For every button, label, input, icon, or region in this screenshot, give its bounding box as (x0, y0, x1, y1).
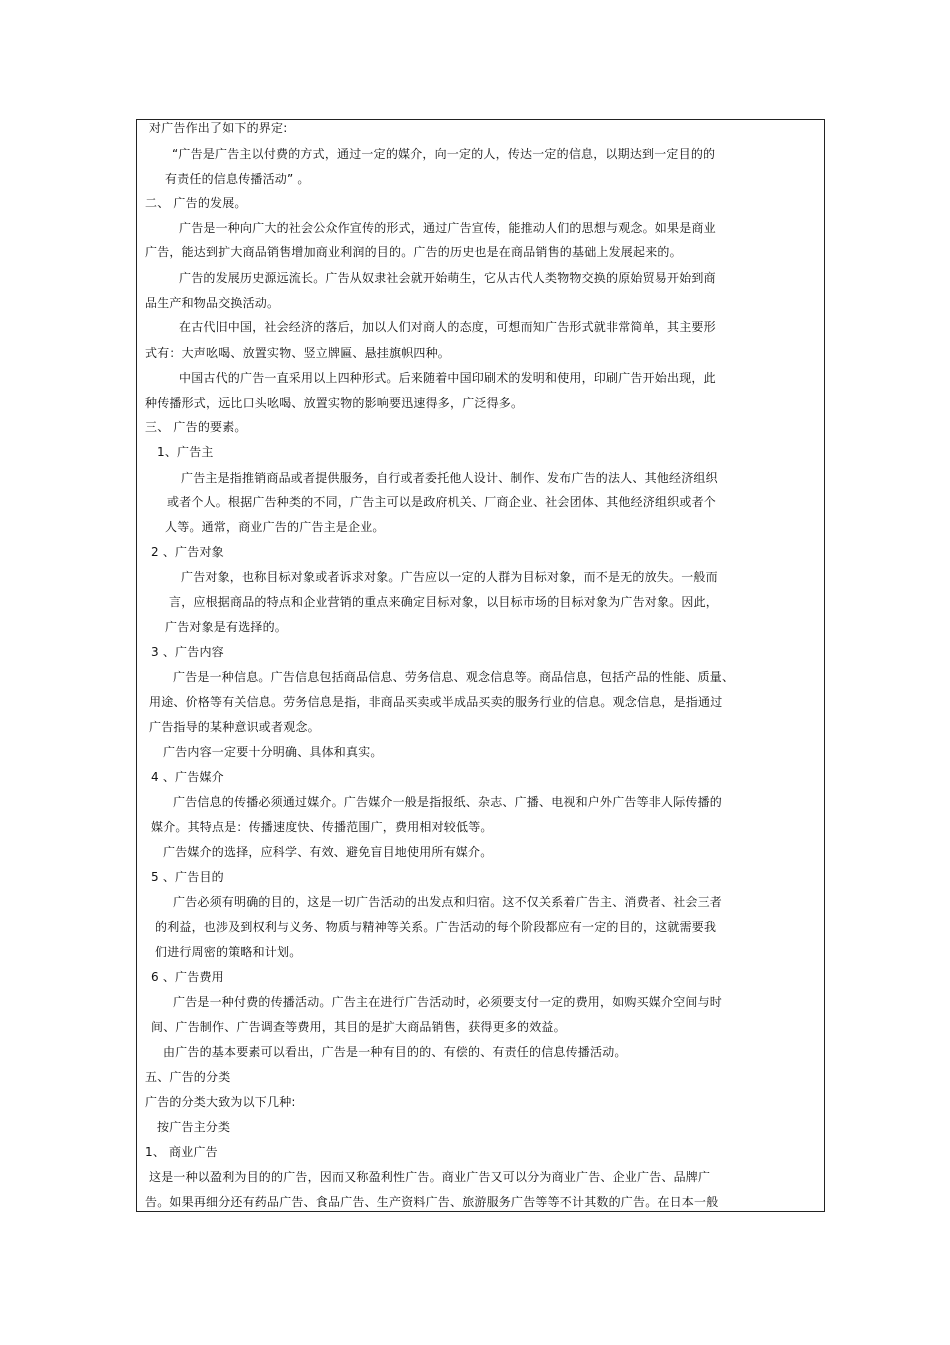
subsection-heading: 1、 商业广告 (145, 1145, 218, 1159)
text-line: 用途、价格等有关信息。劳务信息是指，非商品买卖或半成品买卖的服务行业的信息。观念信息，是指通过 (149, 695, 723, 709)
text-line: “广告是广告主以付费的方式，通过一定的媒介，向一定的人，传达一定的信息，以期达到一定目的的 (172, 147, 716, 161)
text-line: 广告主是指推销商品或者提供服务，自行或者委托他人设计、制作、发布广告的法人、其他经济组织 (181, 471, 718, 485)
text-line: 告。如果再细分还有药品广告、食品广告、生产资料广告、旅游服务广告等等不计其数的广告。在日本一般 (145, 1195, 719, 1209)
text-line: 广告对象是有选择的。 (165, 620, 288, 634)
text-line: 的利益，也涉及到权利与义务、物质与精神等关系。广告活动的每个阶段都应有一定的目的，这就需要我 (155, 920, 717, 934)
text-line: 广告对象，也称目标对象或者诉求对象。广告应以一定的人群为目标对象，而不是无的放失。一般而 (181, 570, 718, 584)
subsection-heading: 3 、广告内容 (151, 645, 224, 659)
text-line: 有责任的信息传播活动” 。 (165, 172, 310, 186)
text-line: 广告必须有明确的目的，这是一切广告活动的出发点和归宿。这不仅关系着广告主、消费者、社会三者 (173, 895, 723, 909)
text-line: 广告是一种信息。广告信息包括商品信息、劳务信息、观念信息等。商品信息，包括产品的性能、质量、 (173, 670, 735, 684)
text-line: 式有：大声吆喝、放置实物、竖立牌匾、悬挂旗帜四种。 (145, 346, 451, 360)
text-line: 广告，能达到扩大商品销售增加商业利润的目的。广告的历史也是在商品销售的基础上发展起来的。 (145, 245, 682, 259)
text-line: 对广告作出了如下的界定: (149, 121, 288, 135)
text-line: 广告指导的某种意识或者观念。 (149, 720, 320, 734)
subsection-heading: 2 、广告对象 (151, 545, 224, 559)
text-line: 广告内容一定要十分明确、具体和真实。 (163, 745, 383, 759)
text-line: 品生产和物品交换活动。 (145, 296, 280, 310)
text-line: 广告是一种付费的传播活动。广告主在进行广告活动时，必须要支付一定的费用，如购买媒介空间与时 (173, 995, 723, 1009)
text-line: 种传播形式，远比口头吆喝、放置实物的影响要迅速得多，广泛得多。 (145, 396, 524, 410)
text-line: 广告媒介的选择，应科学、有效、避免盲目地使用所有媒介。 (163, 845, 493, 859)
text-line: 广告的发展历史源远流长。广告从奴隶社会就开始萌生，它从古代人类物物交换的原始贸易开始到商 (179, 271, 716, 285)
text-line: 中国古代的广告一直采用以上四种形式。后来随着中国印刷术的发明和使用，印刷广告开始出现，此 (179, 371, 716, 385)
subsection-heading: 6 、广告费用 (151, 970, 224, 984)
text-line: 媒介。其特点是：传播速度快、传播范围广，费用相对较低等。 (151, 820, 493, 834)
section-heading: 五、广告的分类 (145, 1070, 231, 1084)
subsection-heading: 5 、广告目的 (151, 870, 224, 884)
section-heading: 二、 广告的发展。 (145, 196, 247, 210)
text-line: 由广告的基本要素可以看出，广告是一种有目的的、有偿的、有责任的信息传播活动。 (163, 1045, 627, 1059)
text-line: 广告是一种向广大的社会公众作宣传的形式，通过广告宣传，能推动人们的思想与观念。如果是商业 (179, 221, 716, 235)
text-line: 人等。通常，商业广告的广告主是企业。 (165, 520, 385, 534)
text-line: 广告的分类大致为以下几种: (145, 1095, 296, 1109)
content-frame (136, 119, 825, 1212)
subsection-heading: 4 、广告媒介 (151, 770, 224, 784)
section-heading: 三、 广告的要素。 (145, 420, 247, 434)
text-line: 间、广告制作、广告调查等费用，其目的是扩大商品销售，获得更多的效益。 (151, 1020, 566, 1034)
text-line: 或者个人。根据广告种类的不同，广告主可以是政府机关、厂商企业、社会团体、其他经济组织或者个 (167, 495, 717, 509)
text-line: 这是一种以盈利为目的的广告，因而又称盈利性广告。商业广告又可以分为商业广告、企业广告、品牌广 (149, 1170, 711, 1184)
text-line: 广告信息的传播必须通过媒介。广告媒介一般是指报纸、杂志、广播、电视和户外广告等非人际传播的 (173, 795, 723, 809)
text-line: 在古代旧中国，社会经济的落后，加以人们对商人的态度，可想而知广告形式就非常简单，其主要形 (179, 320, 716, 334)
subsection-heading: 1、广告主 (157, 445, 214, 459)
text-line: 们进行周密的策略和计划。 (155, 945, 302, 959)
subsection-heading: 按广告主分类 (157, 1120, 231, 1134)
text-line: 言，应根据商品的特点和企业营销的重点来确定目标对象，以目标市场的目标对象为广告对象。因此， (169, 595, 719, 609)
